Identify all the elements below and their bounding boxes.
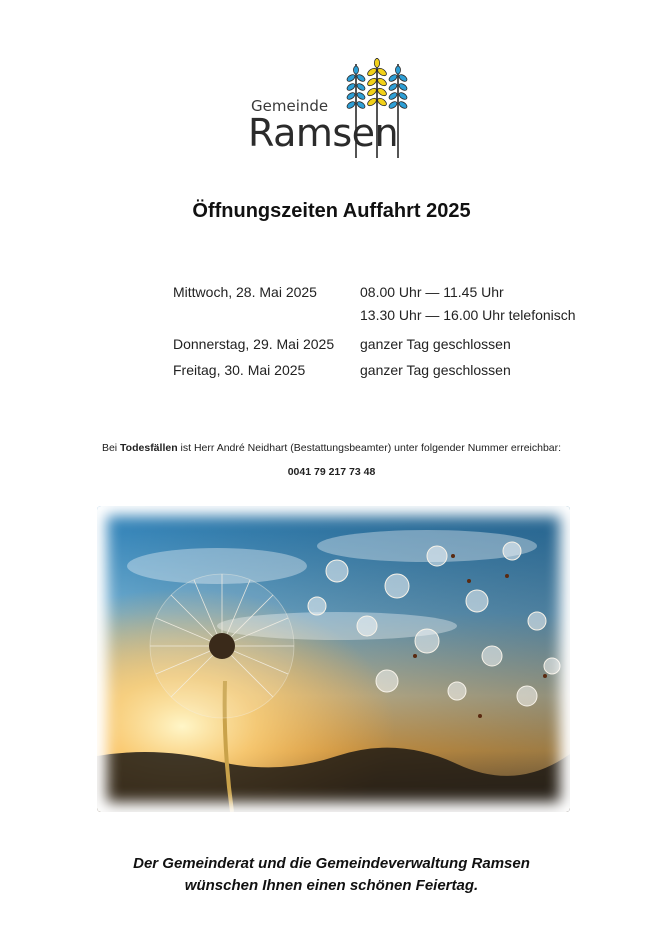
schedule-time: ganzer Tag geschlossen xyxy=(360,336,511,352)
closing-line: Der Gemeinderat und die Gemeindeverwaltung Ramsen xyxy=(133,855,530,872)
schedule-time: 08.00 Uhr — 11.45 Uhr xyxy=(360,284,504,300)
phone-number: 0041 79 217 73 48 xyxy=(287,466,376,478)
schedule-times xyxy=(360,281,576,327)
notice-prefix: Bei xyxy=(101,442,121,454)
closing-line: wünschen Ihnen einen schönen Feiertag. xyxy=(184,877,479,894)
closing-greeting xyxy=(0,853,663,897)
schedule-row xyxy=(173,359,603,385)
schedule-row xyxy=(173,281,603,333)
notice-bold: Todesfällen xyxy=(120,442,178,454)
dandelion-photo xyxy=(97,506,570,812)
schedule-times xyxy=(360,333,511,356)
municipality-logo xyxy=(248,56,418,166)
schedule-times xyxy=(360,359,511,382)
schedule-day: Freitag, 30. Mai 2025 xyxy=(173,362,306,378)
schedule-day: Donnerstag, 29. Mai 2025 xyxy=(173,336,335,352)
schedule-time: ganzer Tag geschlossen xyxy=(360,362,511,378)
page-title: Öffnungszeiten Auffahrt 2025 xyxy=(192,200,471,222)
schedule-time: 13.30 Uhr — 16.00 Uhr telefonisch xyxy=(360,307,576,323)
schedule-row xyxy=(173,333,603,359)
opening-hours-list xyxy=(173,281,603,385)
bereavement-notice xyxy=(0,442,663,454)
logo-municipality-label: Gemeinde xyxy=(251,97,329,115)
notice-suffix: ist Herr André Neidhart (Bestattungsbeamter) unter folgender Nummer erreichbar: xyxy=(177,442,562,454)
logo-town-name: Ramsen xyxy=(248,111,399,155)
schedule-day: Mittwoch, 28. Mai 2025 xyxy=(173,284,317,300)
